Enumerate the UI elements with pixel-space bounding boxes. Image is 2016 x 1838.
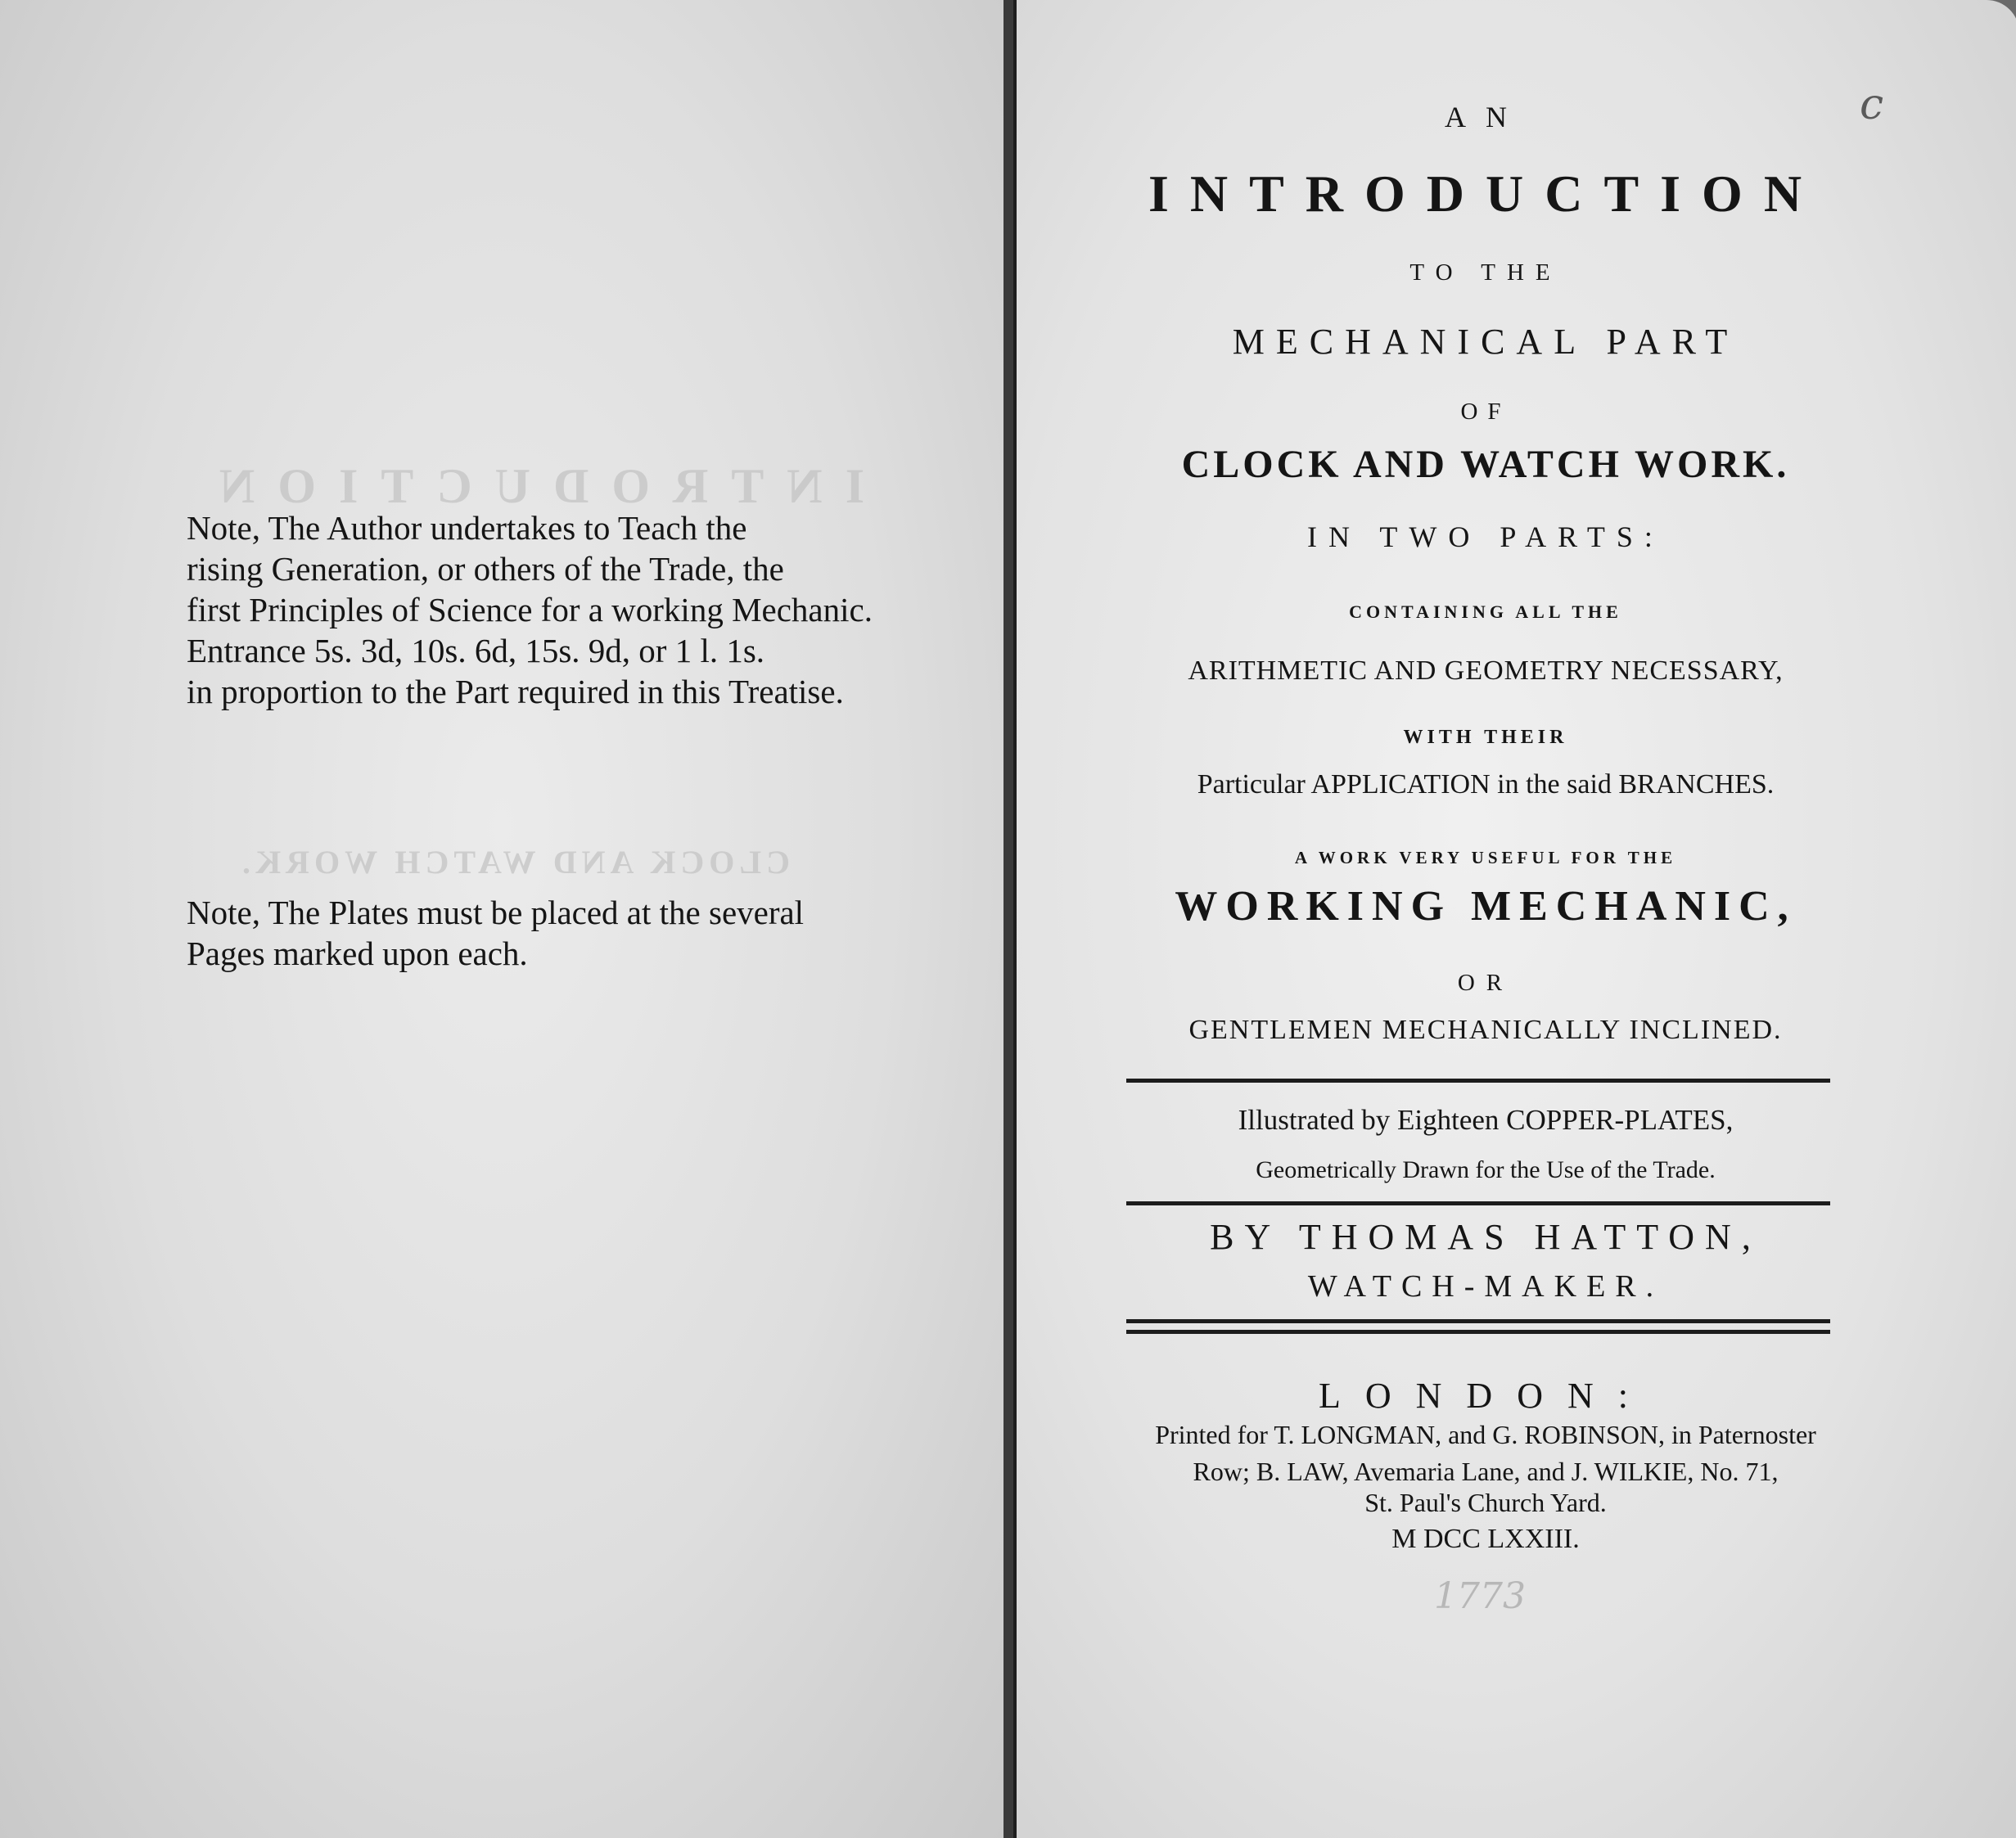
title-arithmetic: ARITHMETIC AND GEOMETRY NECESSARY, [1188,655,1784,686]
double-rule-top [1126,1319,1830,1323]
title-geometrically: Geometrically Drawn for the Use of the Trade. [1256,1156,1716,1183]
title-author-occupation: WATCH-MAKER. [1307,1269,1664,1304]
title-illustrated: Illustrated by Eighteen COPPER-PLATES, [1238,1104,1734,1136]
handwritten-year: 1773 [1434,1575,1526,1617]
imprint-line: St. Paul's Church Yard. [1364,1488,1607,1517]
title-introduction: INTRODUCTION [1148,164,1824,223]
note-line: in proportion to the Part required in this Treatise. [187,673,844,710]
title-author: BY THOMAS HATTON, [1210,1217,1761,1257]
note-line: Pages marked upon each. [187,935,528,972]
title-working-mechanic: WORKING MECHANIC, [1175,883,1797,930]
note-line: first Principles of Science for a working Mechanic. [187,591,873,628]
handwritten-corner-mark: c [1860,80,1884,129]
title-containing: CONTAINING ALL THE [1349,601,1622,622]
title-or: OR [1457,970,1514,996]
title-in-two-parts: IN TWO PARTS: [1307,520,1664,553]
left-page [0,0,1006,1838]
title-with-their: WITH THEIR [1403,727,1568,748]
imprint-line: Row; B. LAW, Avemaria Lane, and J. WILKIE, No. 71, [1193,1457,1779,1486]
show-through-text: CLOCK AND WATCH WORK. [237,844,790,881]
book-gutter [1003,0,1013,1838]
note-line: Entrance 5s. 3d, 10s. 6d, 15s. 9d, or 1 l. 1s. [187,632,765,669]
title-mechanical-part: MECHANICAL PART [1232,322,1739,362]
plates-placement-note [187,892,900,974]
imprint-city: LONDON: [1319,1376,1653,1416]
imprint-date: M DCC LXXIII. [1391,1524,1580,1554]
title-particular-application: Particular APPLICATION in the said BRANCHES. [1197,769,1775,800]
title-of: OF [1460,399,1511,425]
note-line: Note, The Plates must be placed at the several [187,894,805,931]
show-through-text: INTRODUCTION [196,459,865,513]
title-to-the: TO THE [1409,259,1562,286]
title-an: AN [1445,101,1527,133]
title-clock-and-watch-work: CLOCK AND WATCH WORK. [1181,443,1790,486]
title-a-work: A WORK VERY USEFUL FOR THE [1294,848,1677,867]
title-gentlemen: GENTLEMEN MECHANICALLY INCLINED. [1188,1015,1783,1045]
double-rule-bottom [1126,1330,1830,1334]
horizontal-rule [1126,1079,1830,1083]
note-line: Note, The Author undertakes to Teach the [187,509,747,547]
note-line: rising Generation, or others of the Trade, the [187,550,784,588]
author-teaching-note [187,507,900,712]
imprint-line: Printed for T. LONGMAN, and G. ROBINSON, in Paternoster [1155,1420,1816,1449]
horizontal-rule [1126,1201,1830,1205]
